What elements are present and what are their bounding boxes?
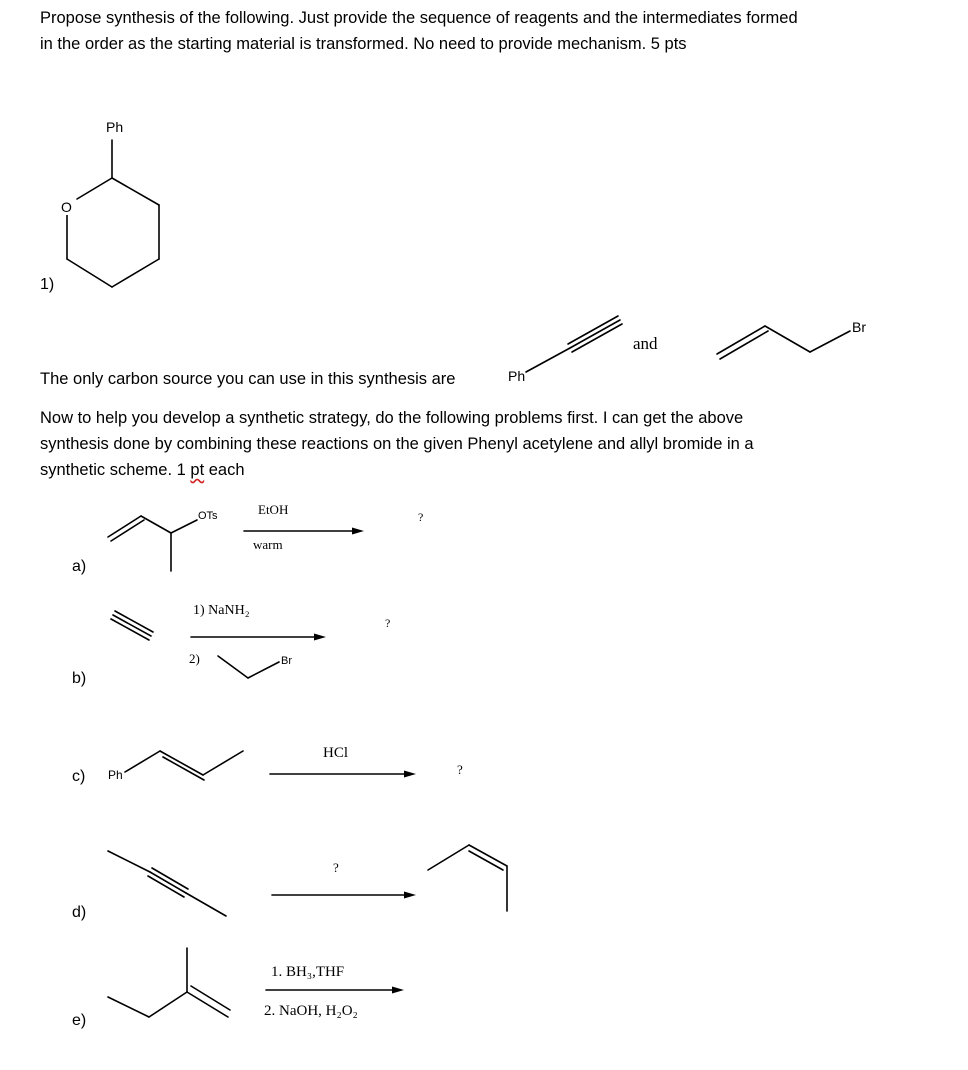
problem-a-product: ? xyxy=(418,510,424,524)
problem-b-structure-bonds xyxy=(111,611,153,640)
problem-e-reagent-1: 1. BH₃,THF xyxy=(271,964,345,980)
problem-b-reagent-1: 1) NaNH₂ xyxy=(193,603,250,618)
problem-a-ots-group: OTs xyxy=(198,510,218,522)
instructions-line-1: Now to help you develop a synthetic strategy, do the following problems first. I can get the above xyxy=(40,409,744,427)
problem-a-reagent-etoh: EtOH xyxy=(258,502,289,517)
problem-e-structure-bonds xyxy=(108,948,230,1017)
instructions-line-3 xyxy=(40,457,245,483)
carbon-source-text: The only carbon source you can use in this synthesis are xyxy=(40,370,456,388)
question-line-2: in the order as the starting material is transformed. No need to provide mechanism. 5 pts xyxy=(40,35,687,53)
problem-a-reagent-warm: warm xyxy=(253,537,283,552)
allyl-bromide-bonds xyxy=(717,326,850,359)
problem-d-reagent: ? xyxy=(333,860,339,875)
problem-d-product-bonds xyxy=(428,845,507,911)
problem-a-structure-bonds xyxy=(108,516,197,571)
problem-c-ph-atom: Ph xyxy=(108,768,123,782)
problem-b-br-atom: Br xyxy=(281,655,292,667)
problem-c-label: c) xyxy=(72,768,86,785)
phenylacetylene-bonds xyxy=(526,316,622,372)
and-word: and xyxy=(633,334,658,353)
problem-d-label: d) xyxy=(72,904,87,921)
problem-e-label: e) xyxy=(72,1012,87,1029)
phenylacetylene-ph-atom: Ph xyxy=(508,368,526,384)
problem-1-number: 1) xyxy=(40,276,55,293)
problem-b-reagent-2: 2) xyxy=(189,651,200,666)
instructions-pt-word: pt xyxy=(190,461,205,479)
problem-c-reagent-hcl: HCl xyxy=(323,745,349,761)
problem-c-structure-bonds xyxy=(125,751,243,780)
target-o-atom: O xyxy=(61,199,72,215)
instructions-line-2: synthesis done by combining these reactions on the given Phenyl acetylene and allyl bromide in a xyxy=(40,435,754,453)
problem-c-product: ? xyxy=(457,762,463,777)
problem-b-product: ? xyxy=(385,616,391,630)
question-line-1: Propose synthesis of the following. Just provide the sequence of reagents and the intermediates formed xyxy=(40,9,798,27)
instructions-line-3-start: synthetic scheme. 1 xyxy=(40,461,191,479)
problem-d-structure-bonds xyxy=(108,851,226,916)
problem-a-label: a) xyxy=(72,558,87,575)
problem-b-label: b) xyxy=(72,670,87,687)
instructions-line-3-end: each xyxy=(204,461,245,479)
target-ph-atom: Ph xyxy=(106,119,124,135)
allyl-bromide-br-atom: Br xyxy=(852,319,866,335)
problem-e-reagent-2: 2. NaOH, H₂O₂ xyxy=(264,1003,358,1019)
target-molecule-bonds xyxy=(67,140,159,287)
problem-b-reagent-bonds xyxy=(218,656,279,678)
